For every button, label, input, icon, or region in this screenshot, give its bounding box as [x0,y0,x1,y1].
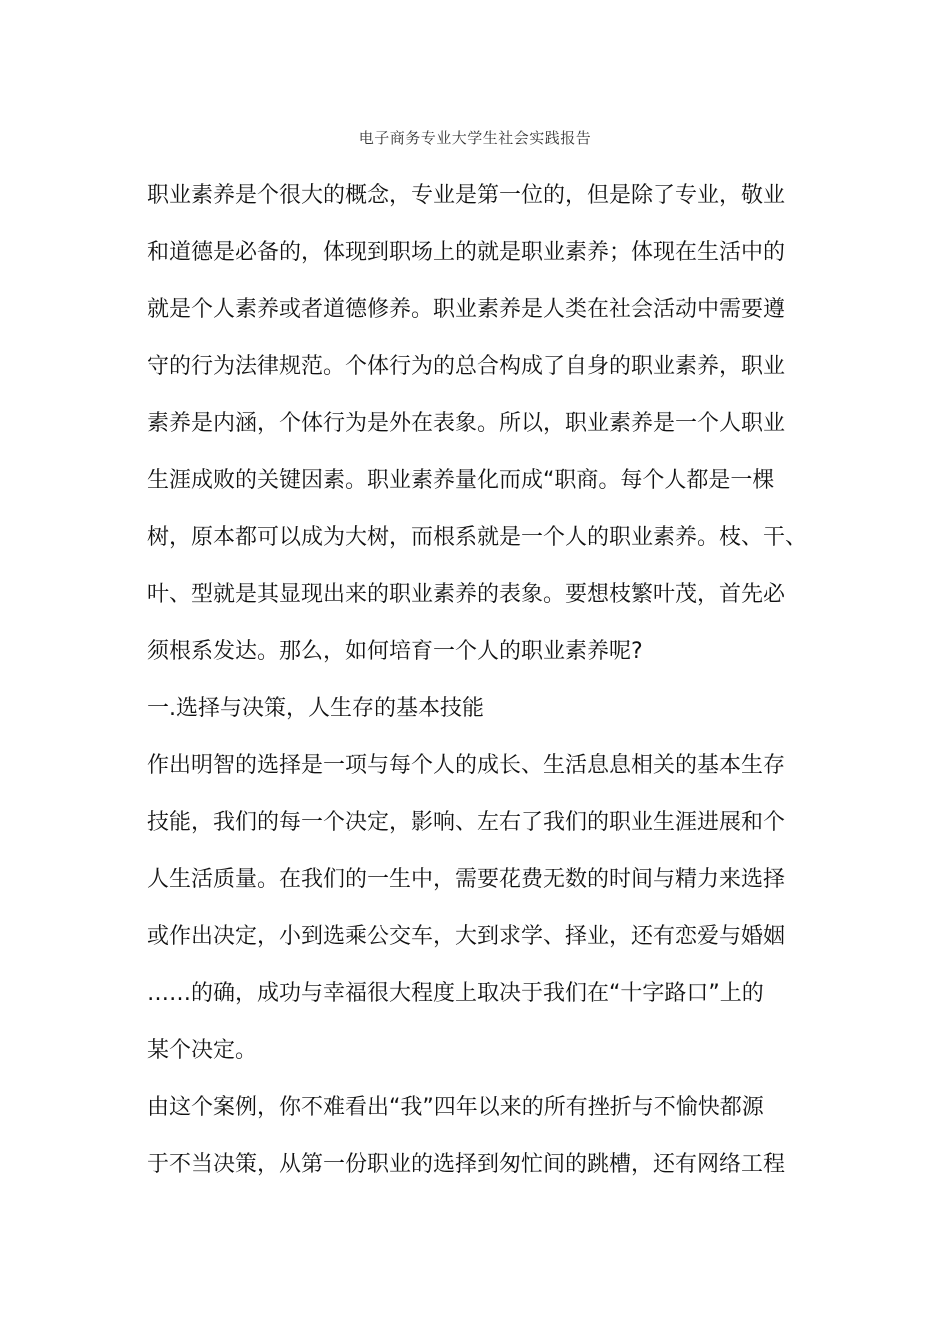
document-body [147,167,827,1193]
paragraph-line: 人生活质量。在我们的一生中，需要花费无数的时间与精力来选择 [147,867,786,892]
paragraph-line: 由这个案例，你不难看出“我”四年以来的所有挫折与不愉快都源 [147,1095,764,1120]
paragraph-line: 职业素养是个很大的概念，专业是第一位的，但是除了专业，敬业 [147,183,786,208]
paragraph-line: 作出明智的选择是一项与每个人的成长、生活息息相关的基本生存 [147,753,786,778]
paragraph-line: 叶、型就是其显现出来的职业素养的表象。要想枝繁叶茂，首先必 [147,582,786,607]
paragraph-line: 守的行为法律规范。个体行为的总合构成了自身的职业素养，职业 [147,354,786,379]
paragraph-line: ……的确，成功与幸福很大程度上取决于我们在“十字路口”上的 [147,981,764,1006]
paragraph-line: 技能，我们的每一个决定，影响、左右了我们的职业生涯进展和个 [147,810,786,835]
paragraph-line: 素养是内涵，个体行为是外在表象。所以，职业素养是一个人职业 [147,411,786,436]
paragraph-line: 生涯成败的关键因素。职业素养量化而成“职商。每个人都是一棵 [147,468,775,493]
paragraph-line: 就是个人素养或者道德修养。职业素养是人类在社会活动中需要遵 [147,297,786,322]
paragraph-line: 须根系发达。那么，如何培育一个人的职业素养呢? [147,639,643,664]
paragraph-line: 或作出决定，小到选乘公交车，大到求学、择业，还有恋爱与婚姻 [147,924,786,949]
document-header: 电子商务专业大学生社会实践报告 [358,129,592,147]
paragraph-line: 于不当决策，从第一份职业的选择到匆忙间的跳槽，还有网络工程 [147,1152,786,1177]
paragraph-line: 和道德是必备的，体现到职场上的就是职业素养；体现在生活中的 [147,240,786,265]
section-heading: 一.选择与决策，人生存的基本技能 [147,696,484,721]
paragraph-line: 树，原本都可以成为大树，而根系就是一个人的职业素养。枝、干、 [147,525,808,550]
paragraph-line: 某个决定。 [147,1038,258,1063]
